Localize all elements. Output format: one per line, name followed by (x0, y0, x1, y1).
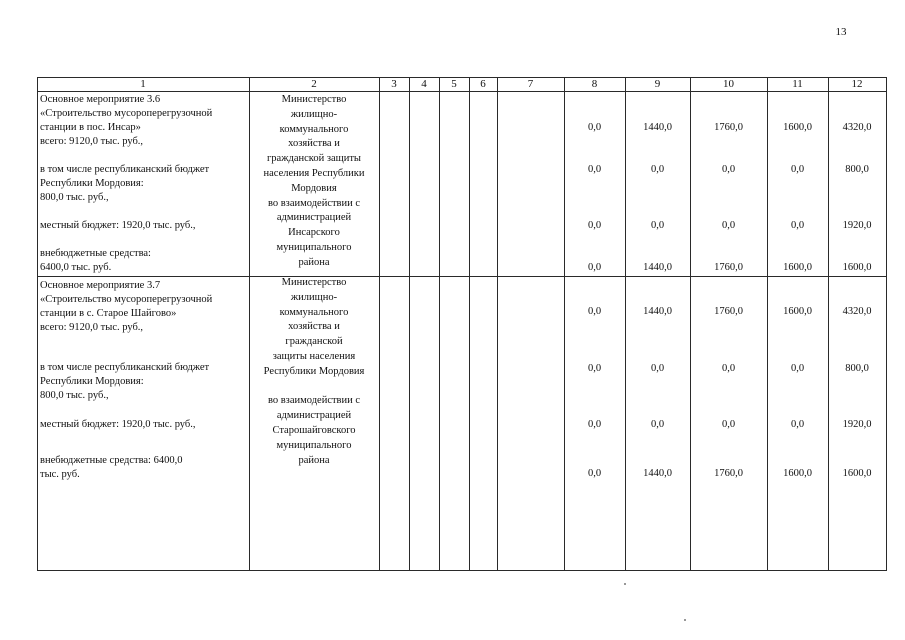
funding-value: 0,0 (650, 164, 665, 175)
funding-value: 0,0 (650, 363, 665, 374)
column-rule-7 (497, 77, 498, 571)
executor-line: коммунального (279, 123, 349, 135)
measure-name-line: Основное мероприятие 3.7 (40, 280, 161, 291)
local-budget-line: местный бюджет: 1920,0 тыс. руб., (40, 419, 196, 430)
funding-value: 1600,0 (783, 468, 812, 479)
funding-value: 0,0 (587, 164, 602, 175)
executor-line: хозяйства и (288, 321, 340, 333)
funding-value: 0,0 (587, 363, 602, 374)
republican-budget-line: 800,0 тыс. руб., (40, 390, 109, 401)
header-cell: 10 (723, 78, 734, 90)
executor-line: Министерство (281, 277, 347, 288)
funding-value: 4320,0 (842, 122, 872, 133)
executor-line: гражданской защиты (267, 153, 361, 165)
funding-value: 1600,0 (842, 262, 872, 273)
measure-name-line: «Строительство мусороперегрузочной (40, 108, 213, 119)
funding-value: 0,0 (721, 419, 736, 430)
column-rule-9 (625, 77, 626, 571)
header-rule (37, 91, 887, 92)
funding-value: 0,0 (587, 122, 602, 133)
funding-value: 0,0 (790, 164, 805, 175)
executor-line: района (298, 256, 330, 268)
header-cell: 6 (480, 78, 486, 90)
executor-line: жилищно- (290, 108, 338, 120)
funding-value: 1760,0 (714, 306, 743, 317)
executor-line: Инсарского (288, 227, 340, 239)
funding-value: 0,0 (721, 164, 736, 175)
table-border-bottom (37, 570, 887, 571)
column-rule-10 (690, 77, 691, 571)
column-rule-13 (886, 77, 887, 571)
header-cell: 3 (391, 78, 397, 90)
funding-value: 1760,0 (714, 122, 743, 133)
republican-budget-line: Республики Мордовия: (40, 178, 144, 189)
header-cell: 8 (591, 78, 598, 90)
executor-line: во взаимодействии с (267, 197, 361, 209)
header-cell: 11 (792, 78, 803, 90)
funding-value: 0,0 (721, 220, 736, 231)
funding-value: 0,0 (587, 262, 602, 273)
header-cell: 9 (654, 78, 661, 90)
executor-line: гражданской (285, 336, 343, 348)
funding-value: 1920,0 (842, 220, 872, 231)
funding-value: 0,0 (587, 468, 602, 479)
measure-name-line: «Строительство мусороперегрузочной (40, 294, 213, 305)
executor-line: хозяйства и (288, 138, 340, 150)
funding-value: 1760,0 (714, 468, 743, 479)
executor-line: Республики Мордовия (263, 365, 365, 377)
column-rule-2 (249, 77, 250, 571)
funding-value: 1440,0 (643, 306, 672, 317)
header-cell: 12 (851, 78, 863, 90)
extra-budget-line: внебюджетные средства: 6400,0 (40, 455, 183, 466)
funding-value: 1600,0 (783, 122, 812, 133)
measure-name-line: станции в с. Старое Шайгово» (40, 308, 177, 319)
column-rule-4 (409, 77, 410, 571)
executor-line: во взаимодействии с (267, 395, 361, 407)
funding-value: 800,0 (845, 164, 869, 175)
executor-line: Министерство (281, 94, 347, 105)
executor-line: муниципального (276, 242, 352, 253)
measure-name-line: всего: 9120,0 тыс. руб., (40, 136, 144, 147)
header-cell: 2 (311, 78, 317, 90)
executor-line: муниципального (276, 439, 352, 451)
funding-value: 1440,0 (643, 468, 672, 479)
executor-line: коммунального (279, 306, 349, 318)
column-rule-3 (379, 77, 380, 571)
executor-line: населения Республики (263, 168, 365, 179)
funding-value: 1600,0 (783, 306, 812, 317)
page-number: 13 (835, 26, 847, 38)
column-rule-5 (439, 77, 440, 571)
column-rule-6 (469, 77, 470, 571)
executor-line: Старошайговского (272, 425, 356, 436)
scan-speck (624, 583, 626, 585)
funding-value: 0,0 (650, 419, 665, 430)
column-rule-1 (37, 77, 38, 571)
funding-value: 1440,0 (643, 122, 672, 133)
measure-name-line: станции в пос. Инсар» (40, 122, 141, 133)
executor-line: Мордовия (291, 182, 337, 194)
column-rule-11 (767, 77, 768, 571)
funding-value: 1600,0 (842, 468, 872, 479)
funding-value: 0,0 (790, 363, 805, 374)
funding-value: 800,0 (845, 363, 869, 374)
extra-budget-line: внебюджетные средства: (40, 248, 151, 259)
funding-value: 1440,0 (643, 262, 672, 273)
executor-line: администрацией (276, 410, 352, 422)
column-rule-12 (828, 77, 829, 571)
header-cell: 7 (527, 78, 534, 90)
funding-value: 0,0 (721, 363, 736, 374)
funding-value: 0,0 (587, 306, 602, 317)
funding-value: 0,0 (790, 419, 805, 430)
executor-line: жилищно- (290, 291, 338, 303)
row-divider (37, 276, 887, 277)
measure-name-line: Основное мероприятие 3.6 (40, 94, 161, 105)
header-cell: 5 (451, 78, 457, 90)
republican-budget-line: в том числе республиканский бюджет (40, 164, 210, 175)
extra-budget-line: тыс. руб. (40, 469, 80, 480)
funding-value: 0,0 (587, 419, 602, 430)
measure-name-line: всего: 9120,0 тыс. руб., (40, 322, 144, 333)
funding-value: 0,0 (790, 220, 805, 231)
local-budget-line: местный бюджет: 1920,0 тыс. руб., (40, 220, 196, 231)
republican-budget-line: Республики Мордовия: (40, 376, 144, 387)
executor-line: района (298, 454, 330, 466)
executor-line: защиты населения (272, 351, 356, 362)
column-rule-8 (564, 77, 565, 571)
funding-value: 1920,0 (842, 419, 872, 430)
extra-budget-line: 6400,0 тыс. руб. (40, 262, 112, 273)
republican-budget-line: 800,0 тыс. руб., (40, 192, 109, 203)
header-cell: 4 (421, 78, 427, 90)
funding-value: 1600,0 (783, 262, 812, 273)
header-cell: 1 (140, 78, 146, 90)
funding-value: 4320,0 (842, 306, 872, 317)
republican-budget-line: в том числе республиканский бюджет (40, 362, 210, 373)
scan-speck (684, 619, 686, 621)
funding-value: 0,0 (587, 220, 602, 231)
executor-line: администрацией (276, 212, 352, 224)
funding-value: 0,0 (650, 220, 665, 231)
funding-value: 1760,0 (714, 262, 743, 273)
